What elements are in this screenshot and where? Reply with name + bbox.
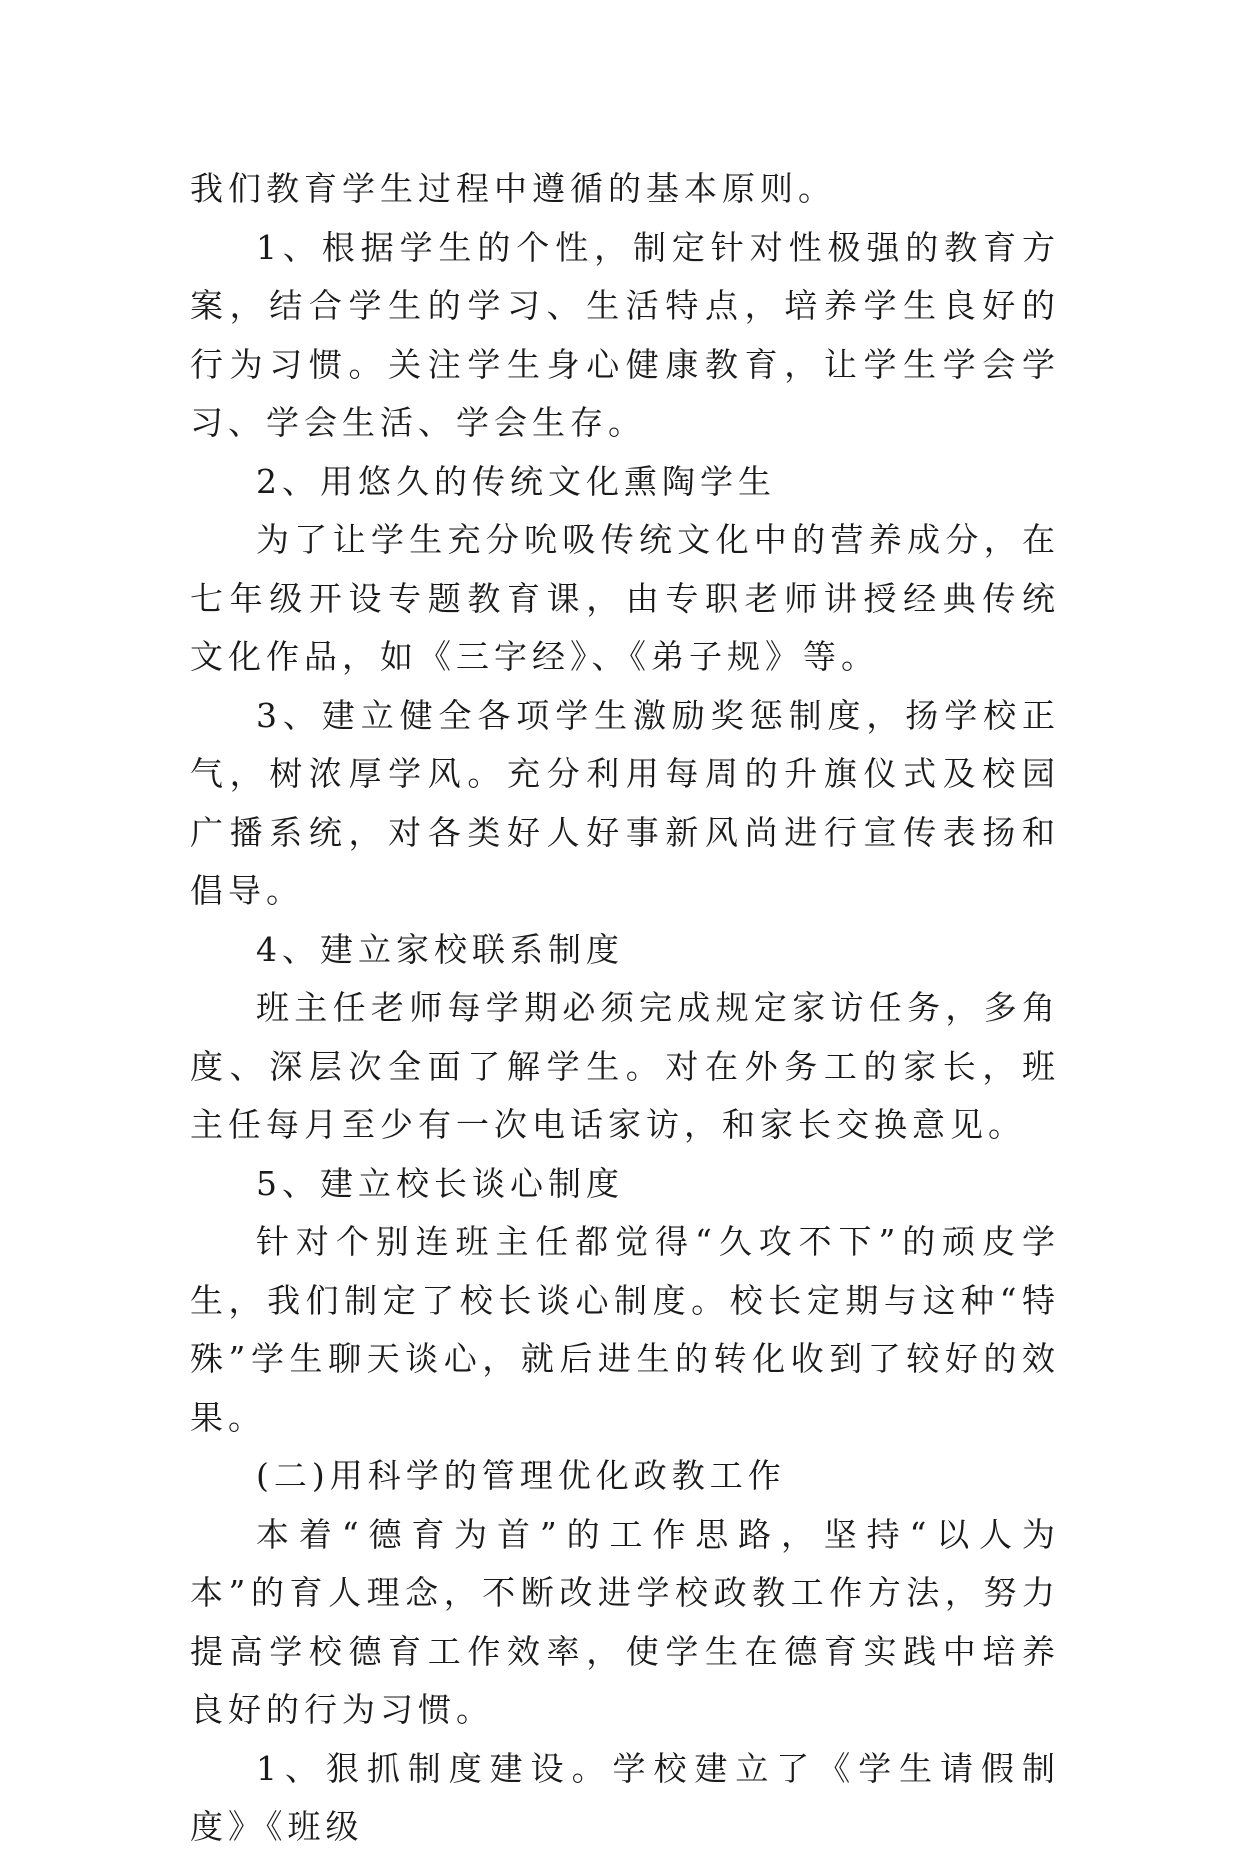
paragraph-item-3: 3、建立健全各项学生激励奖惩制度，扬学校正气，树浓厚学风。充分利用每周的升旗仪式及校园广播系统，对各类好人好事新风尚进行宣传表扬和倡导。 <box>190 695 1060 910</box>
document-body <box>190 160 1060 1857</box>
paragraph-item-2-heading: 2、用悠久的传统文化熏陶学生 <box>256 461 776 501</box>
paragraph-item-1: 1、根据学生的个性，制定针对性极强的教育方案，结合学生的学习、生活特点，培养学生良好的行为习惯。关注学生身心健康教育，让学生学会学习、学会生活、学会生存。 <box>190 227 1060 442</box>
paragraph-section-2-intro: 本着“德育为首”的工作思路，坚持“以人为本”的育人理念，不断改进学校政教工作方法，努力提高学校德育工作效率，使学生在德育实践中培养良好的行为习惯。 <box>190 1514 1060 1729</box>
paragraph-item-4-heading: 4、建立家校联系制度 <box>256 929 624 969</box>
paragraph-section-2-item-1: 1、狠抓制度建设。学校建立了《学生请假制度》《班级 <box>190 1748 1060 1846</box>
paragraph-principle: 我们教育学生过程中遵循的基本原则。 <box>190 169 836 208</box>
section-heading-2: (二)用科学的管理优化政教工作 <box>256 1456 786 1495</box>
paragraph-item-5-heading: 5、建立校长谈心制度 <box>256 1163 624 1203</box>
paragraph-item-2-body: 为了让学生充分吮吸传统文化中的营养成分，在七年级开设专题教育课，由专职老师讲授经典传统文化作品，如《三字经》、《弟子规》等。 <box>190 520 1060 676</box>
paragraph-item-4-body: 班主任老师每学期必须完成规定家访任务，多角度、深层次全面了解学生。对在外务工的家长，班主任每月至少有一次电话家访，和家长交换意见。 <box>190 988 1060 1144</box>
paragraph-item-5-body: 针对个别连班主任都觉得“久攻不下”的顽皮学生，我们制定了校长谈心制度。校长定期与这种“特殊”学生聊天谈心，就后进生的转化收到了较好的效果。 <box>190 1222 1060 1437</box>
